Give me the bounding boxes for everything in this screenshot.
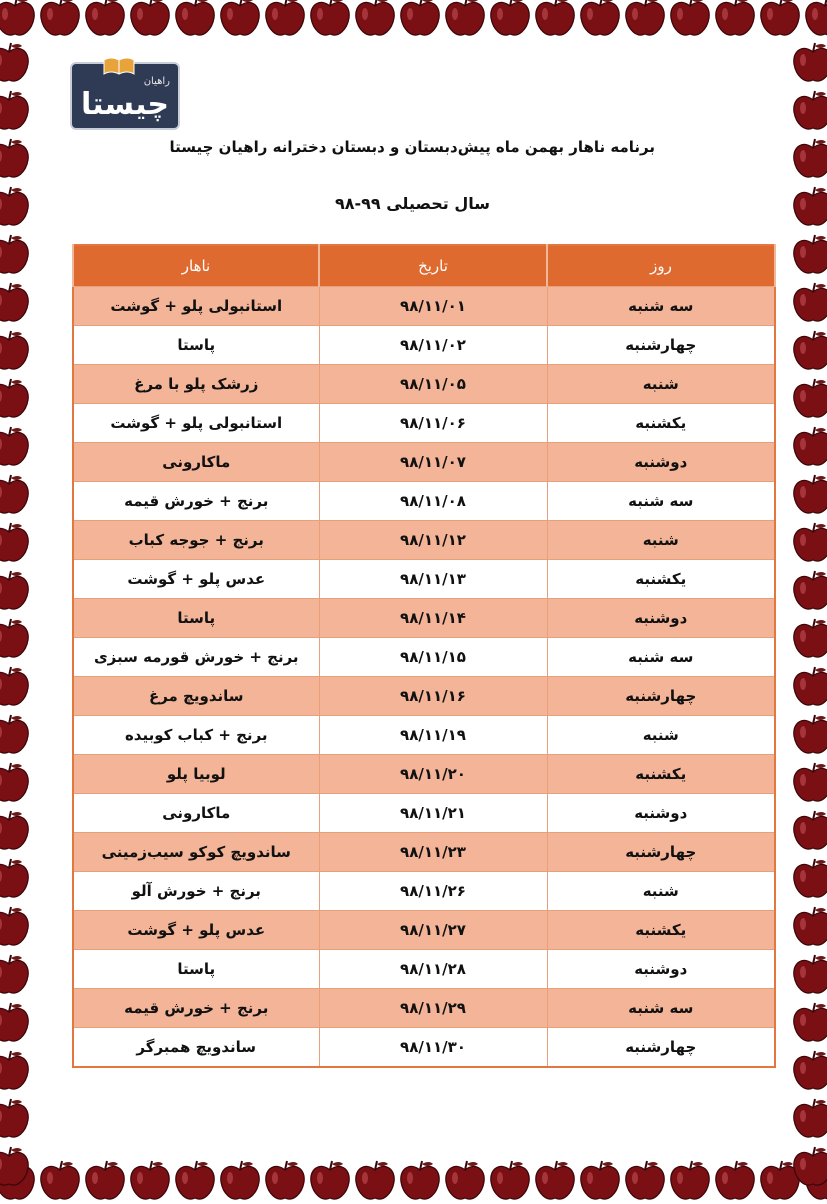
lunch-cell: پاستا — [73, 326, 319, 365]
lunch-cell: لوبیا پلو — [73, 755, 319, 794]
day-cell: شنبه — [547, 521, 775, 560]
table-row — [73, 521, 775, 560]
table-row — [73, 833, 775, 872]
table-row — [73, 911, 775, 950]
date-cell: ۹۸/۱۱/۱۴ — [319, 599, 547, 638]
date-cell: ۹۸/۱۱/۰۱ — [319, 287, 547, 326]
apple-icon — [262, 1158, 308, 1204]
school-year: سال تحصیلی ۹۹-۹۸ — [334, 194, 490, 213]
apple-icon — [0, 904, 32, 950]
day-cell: دوشنبه — [547, 599, 775, 638]
date-cell: ۹۸/۱۱/۱۳ — [319, 560, 547, 599]
apple-icon — [577, 0, 623, 40]
apple-icon — [790, 424, 827, 470]
apple-icon — [0, 88, 32, 134]
lunch-cell: برنج + جوجه کباب — [73, 521, 319, 560]
date-cell: ۹۸/۱۱/۱۹ — [319, 716, 547, 755]
lunch-cell: استانبولی پلو + گوشت — [73, 404, 319, 443]
apple-icon — [790, 1144, 827, 1190]
table-row — [73, 794, 775, 833]
date-cell: ۹۸/۱۱/۲۹ — [319, 989, 547, 1028]
apple-icon — [0, 1096, 32, 1142]
apple-icon — [532, 1158, 578, 1204]
apple-icon — [172, 0, 218, 40]
apple-icon — [0, 280, 32, 326]
logo — [70, 62, 180, 130]
apple-icon — [790, 184, 827, 230]
apple-icon — [217, 0, 263, 40]
apple-icon — [790, 808, 827, 854]
apple-icon — [790, 664, 827, 710]
apple-icon — [790, 1048, 827, 1094]
apple-icon — [0, 184, 32, 230]
apple-icon — [790, 376, 827, 422]
day-cell: یکشنبه — [547, 755, 775, 794]
lunch-cell: زرشک پلو با مرغ — [73, 365, 319, 404]
apple-icon — [790, 760, 827, 806]
apple-icon — [397, 0, 443, 40]
apple-icon — [397, 1158, 443, 1204]
apple-icon — [82, 0, 128, 40]
lunch-cell: ساندویچ همبرگر — [73, 1028, 319, 1068]
date-cell: ۹۸/۱۱/۰۵ — [319, 365, 547, 404]
date-cell: ۹۸/۱۱/۰۸ — [319, 482, 547, 521]
day-cell: سه شنبه — [547, 482, 775, 521]
apple-icon — [172, 1158, 218, 1204]
day-cell: یکشنبه — [547, 560, 775, 599]
day-cell: چهارشنبه — [547, 677, 775, 716]
day-cell: شنبه — [547, 716, 775, 755]
table-row — [73, 287, 775, 326]
apple-icon — [0, 376, 32, 422]
apple-icon — [790, 520, 827, 566]
lunch-cell: ماکارونی — [73, 443, 319, 482]
day-cell: یکشنبه — [547, 911, 775, 950]
apple-icon — [127, 0, 173, 40]
table-row — [73, 950, 775, 989]
date-cell: ۹۸/۱۱/۲۶ — [319, 872, 547, 911]
table-row — [73, 716, 775, 755]
apple-icon — [0, 136, 32, 182]
lunch-cell: ساندویچ مرغ — [73, 677, 319, 716]
day-cell: شنبه — [547, 872, 775, 911]
date-cell: ۹۸/۱۱/۲۷ — [319, 911, 547, 950]
apple-icon — [790, 136, 827, 182]
apple-icon — [712, 1158, 758, 1204]
table-row — [73, 482, 775, 521]
apple-icon — [790, 856, 827, 902]
table-header-row — [73, 245, 775, 287]
date-cell: ۹۸/۱۱/۰۷ — [319, 443, 547, 482]
day-cell: یکشنبه — [547, 404, 775, 443]
apple-icon — [790, 88, 827, 134]
apple-icon — [0, 472, 32, 518]
apple-icon — [0, 568, 32, 614]
date-cell: ۹۸/۱۱/۰۲ — [319, 326, 547, 365]
date-cell: ۹۸/۱۱/۲۰ — [319, 755, 547, 794]
lunch-cell: ماکارونی — [73, 794, 319, 833]
date-cell: ۹۸/۱۱/۱۶ — [319, 677, 547, 716]
apple-icon — [0, 1144, 32, 1190]
day-cell: چهارشنبه — [547, 1028, 775, 1068]
apple-icon — [790, 616, 827, 662]
apple-icon — [0, 1048, 32, 1094]
apple-icon — [307, 0, 353, 40]
logo-big-text: چیستا — [81, 87, 169, 122]
lunch-cell: پاستا — [73, 599, 319, 638]
apple-icon — [790, 40, 827, 86]
apple-icon — [0, 664, 32, 710]
apple-icon — [127, 1158, 173, 1204]
apple-icon — [442, 0, 488, 40]
apple-icon — [487, 1158, 533, 1204]
apple-icon — [0, 520, 32, 566]
apple-icon — [82, 1158, 128, 1204]
lunch-cell: عدس پلو + گوشت — [73, 911, 319, 950]
table-row — [73, 989, 775, 1028]
date-cell: ۹۸/۱۱/۲۳ — [319, 833, 547, 872]
apple-icon — [0, 712, 32, 758]
lunch-cell: عدس پلو + گوشت — [73, 560, 319, 599]
apple-icon — [307, 1158, 353, 1204]
apple-icon — [0, 424, 32, 470]
day-cell: دوشنبه — [547, 443, 775, 482]
date-cell: ۹۸/۱۱/۲۱ — [319, 794, 547, 833]
apple-icon — [712, 0, 758, 40]
lunch-cell: برنج + خورش قیمه — [73, 482, 319, 521]
apple-icon — [790, 712, 827, 758]
apple-icon — [790, 1000, 827, 1046]
lunch-cell: پاستا — [73, 950, 319, 989]
date-cell: ۹۸/۱۱/۱۲ — [319, 521, 547, 560]
table-row — [73, 872, 775, 911]
lunch-cell: برنج + خورش آلو — [73, 872, 319, 911]
day-cell: دوشنبه — [547, 794, 775, 833]
apple-icon — [622, 1158, 668, 1204]
table-row — [73, 560, 775, 599]
apple-icon — [790, 568, 827, 614]
lunch-cell: برنج + خورش قیمه — [73, 989, 319, 1028]
apple-icon — [790, 472, 827, 518]
lunch-cell: برنج + کباب کوبیده — [73, 716, 319, 755]
table-row — [73, 755, 775, 794]
date-cell: ۹۸/۱۱/۳۰ — [319, 1028, 547, 1068]
day-cell: سه شنبه — [547, 989, 775, 1028]
apple-icon — [0, 760, 32, 806]
header-date: تاریخ — [319, 245, 547, 287]
apple-icon — [0, 0, 38, 40]
apple-icon — [622, 0, 668, 40]
day-cell: سه شنبه — [547, 287, 775, 326]
apple-icon — [0, 856, 32, 902]
header-day: روز — [547, 245, 775, 287]
apple-icon — [790, 1096, 827, 1142]
apple-icon — [790, 328, 827, 374]
table-row — [73, 1028, 775, 1068]
apple-icon — [352, 0, 398, 40]
apple-icon — [0, 952, 32, 998]
table-row — [73, 677, 775, 716]
apple-icon — [0, 328, 32, 374]
date-cell: ۹۸/۱۱/۰۶ — [319, 404, 547, 443]
header-lunch: ناهار — [73, 245, 319, 287]
apple-icon — [790, 232, 827, 278]
table-row — [73, 365, 775, 404]
page-title: برنامه ناهار بهمن ماه پیش‌دبستان و دبستان دخترانه راهیان چیستا — [169, 138, 655, 156]
apple-icon — [667, 0, 713, 40]
date-cell: ۹۸/۱۱/۲۸ — [319, 950, 547, 989]
day-cell: چهارشنبه — [547, 833, 775, 872]
apple-icon — [532, 0, 578, 40]
apple-icon — [442, 1158, 488, 1204]
table-row — [73, 326, 775, 365]
apple-icon — [790, 952, 827, 998]
table-row — [73, 404, 775, 443]
day-cell: دوشنبه — [547, 950, 775, 989]
apple-icon — [37, 1158, 83, 1204]
apple-icon — [577, 1158, 623, 1204]
apple-icon — [217, 1158, 263, 1204]
apple-icon — [667, 1158, 713, 1204]
apple-icon — [0, 808, 32, 854]
day-cell: سه شنبه — [547, 638, 775, 677]
day-cell: شنبه — [547, 365, 775, 404]
apple-icon — [757, 0, 803, 40]
table-row — [73, 638, 775, 677]
lunch-table — [72, 244, 776, 1068]
lunch-cell: برنج + خورش قورمه سبزی — [73, 638, 319, 677]
table-row — [73, 443, 775, 482]
day-cell: چهارشنبه — [547, 326, 775, 365]
apple-icon — [352, 1158, 398, 1204]
table-row — [73, 599, 775, 638]
apple-icon — [0, 1000, 32, 1046]
lunch-cell: ساندویچ کوکو سیب‌زمینی — [73, 833, 319, 872]
apple-icon — [790, 904, 827, 950]
book-icon — [102, 56, 136, 76]
apple-icon — [0, 232, 32, 278]
apple-icon — [790, 280, 827, 326]
apple-icon — [0, 616, 32, 662]
lunch-cell: استانبولی پلو + گوشت — [73, 287, 319, 326]
date-cell: ۹۸/۱۱/۱۵ — [319, 638, 547, 677]
apple-icon — [0, 40, 32, 86]
apple-icon — [487, 0, 533, 40]
apple-icon — [262, 0, 308, 40]
apple-icon — [802, 0, 827, 40]
apple-icon — [37, 0, 83, 40]
logo-small-text: راهیان — [143, 76, 170, 87]
